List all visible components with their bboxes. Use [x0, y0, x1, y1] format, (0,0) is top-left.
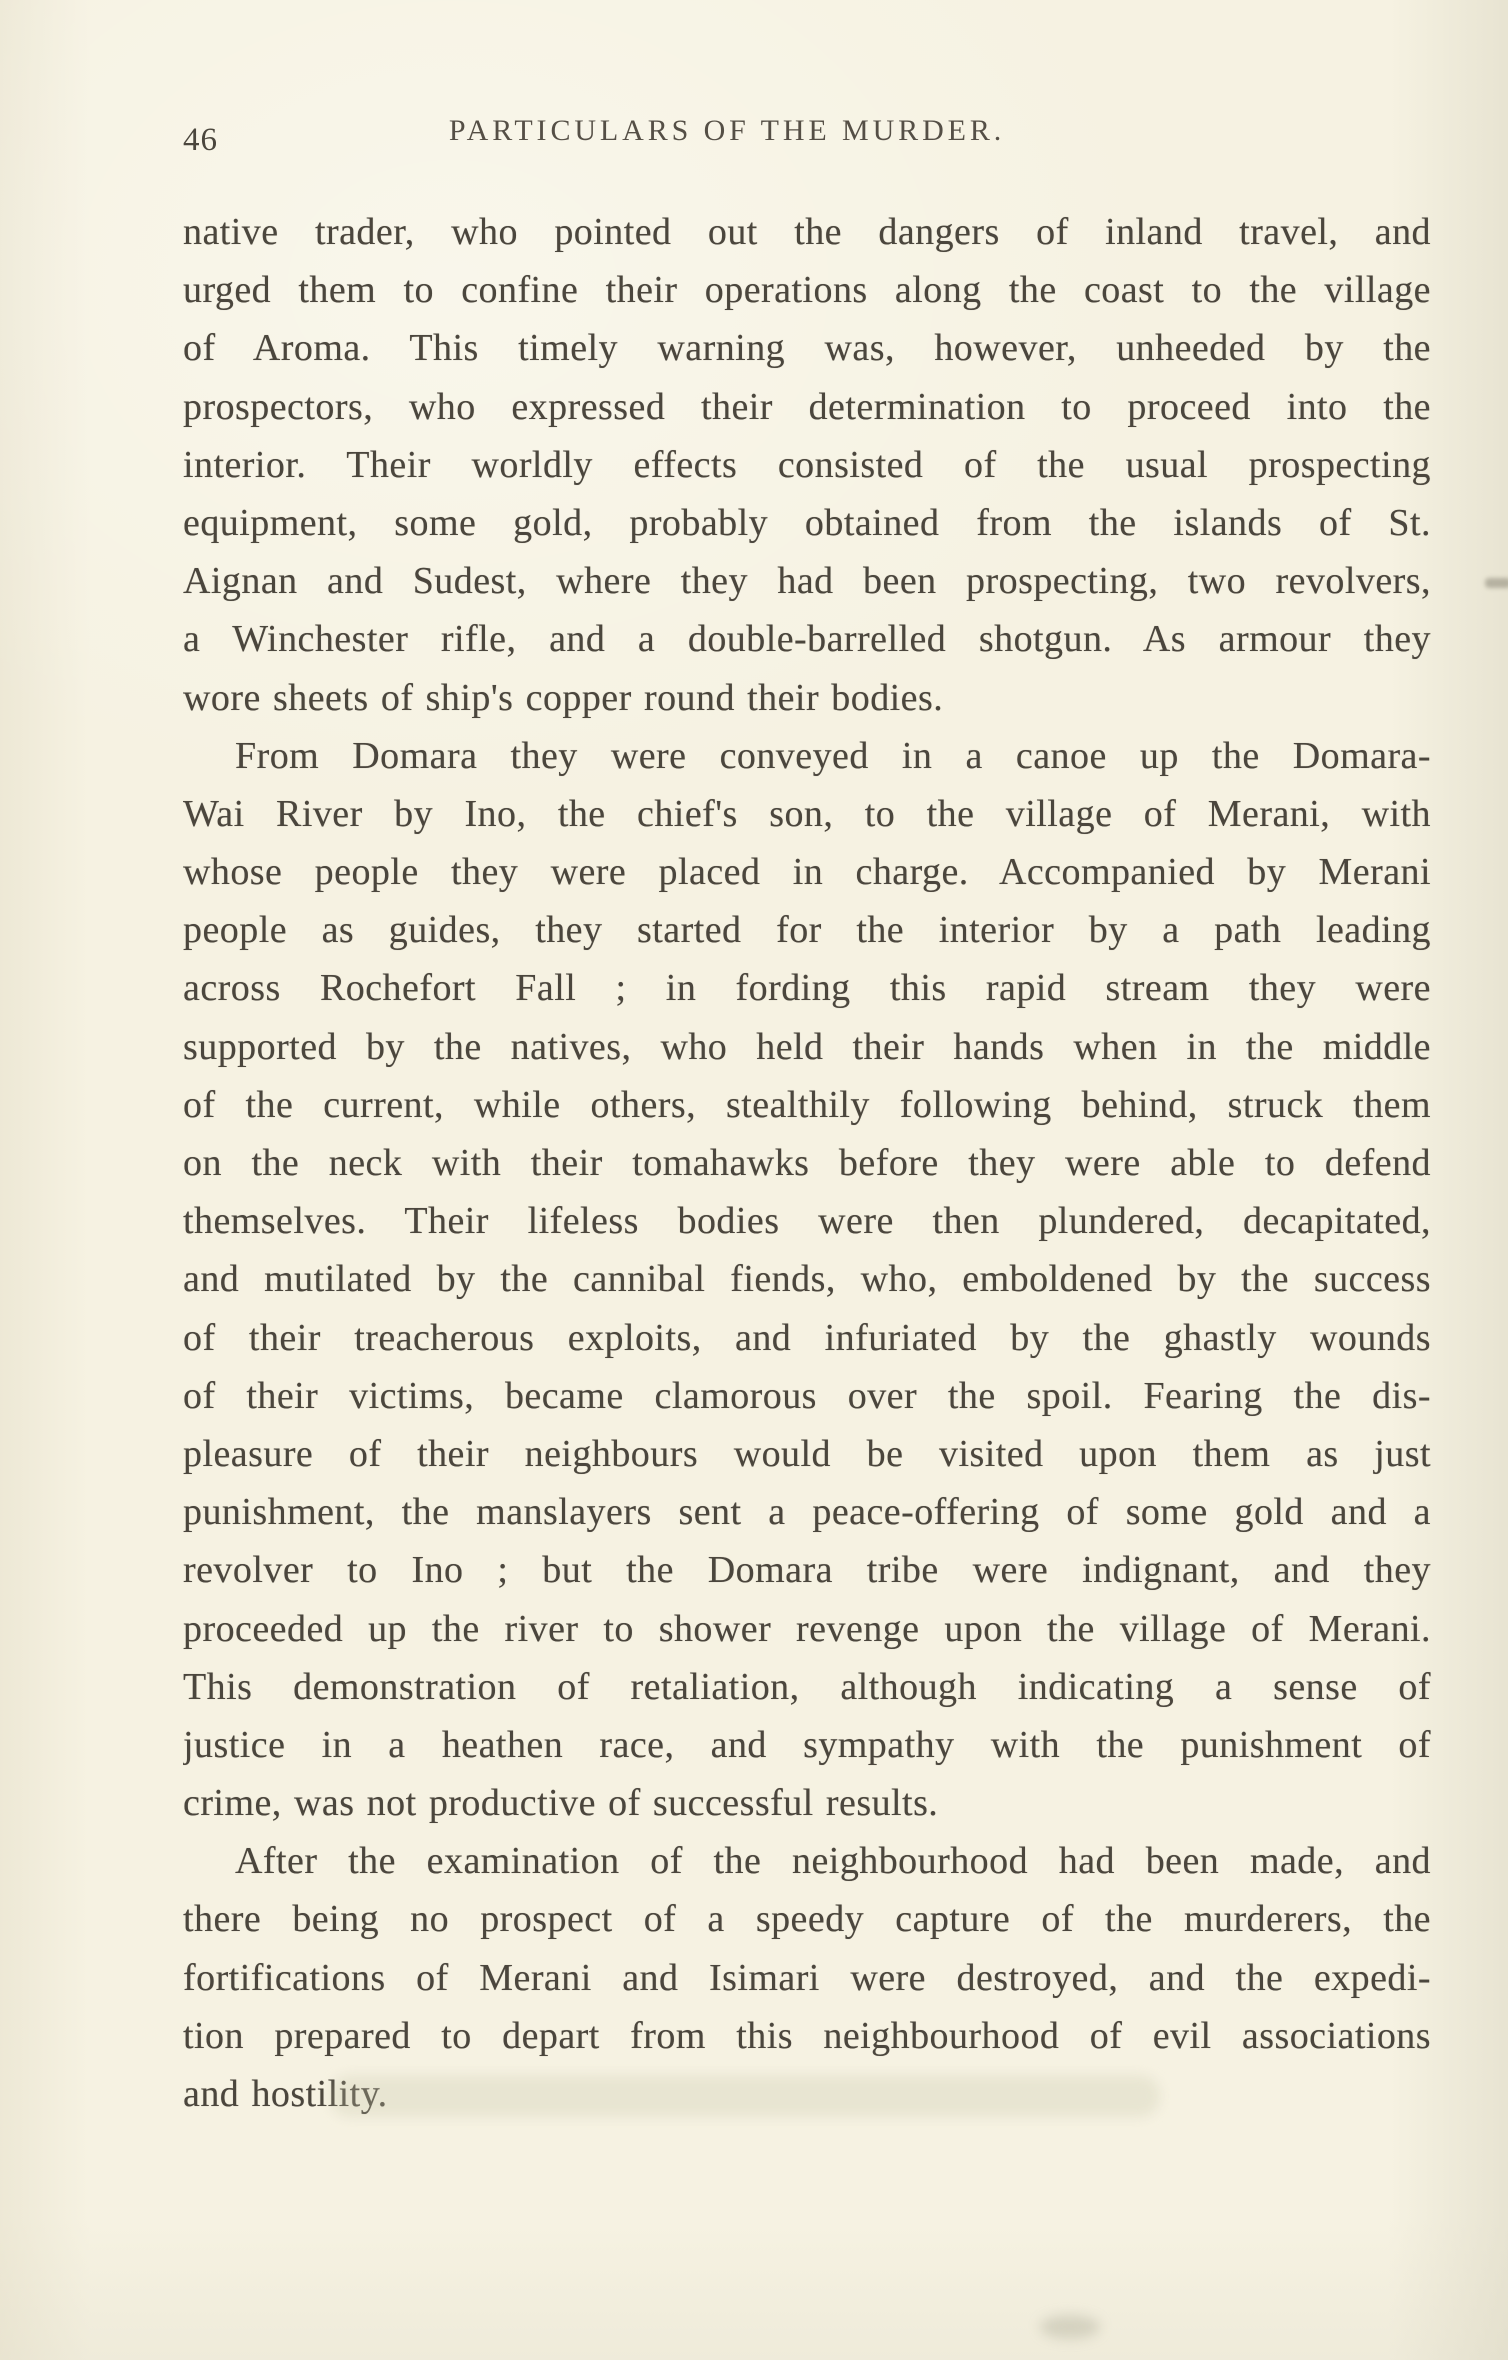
- text-line: equipment, some gold, probably obtained from the islands of St.: [183, 501, 1431, 544]
- text-line: justice in a heathen race, and sympathy with the punishment of: [183, 1723, 1431, 1766]
- text-line: urged them to confine their operations along the coast to the village: [183, 269, 1431, 312]
- text-line: supported by the natives, who held their hands when in the middle: [183, 1025, 1431, 1068]
- page-number: 46: [183, 122, 218, 158]
- text-line: whose people they were placed in charge. Accompanied by Merani: [183, 851, 1431, 894]
- text-line: and mutilated by the cannibal fiends, who, emboldened by the success: [183, 1258, 1431, 1301]
- text-line: people as guides, they started for the interior by a path leading: [183, 909, 1431, 952]
- paper-smudge: [1485, 578, 1508, 588]
- text-line: revolver to Ino ; but the Domara tribe were indignant, and they: [183, 1549, 1431, 1592]
- text-line: proceeded up the river to shower revenge upon the village of Merani.: [183, 1607, 1431, 1650]
- text-line: and hostility.: [183, 2073, 388, 2115]
- text-line: themselves. Their lifeless bodies were then plundered, decapitated,: [183, 1200, 1431, 1243]
- text-line: crime, was not productive of successful results.: [183, 1782, 939, 1825]
- text-line: Aignan and Sudest, where they had been prospecting, two revolvers,: [183, 560, 1431, 603]
- text-line: interior. Their worldly effects consisted of the usual prospecting: [183, 443, 1431, 486]
- text-line: wore sheets of ship's copper round their bodies.: [183, 676, 944, 719]
- text-line: of the current, while others, stealthily following behind, struck them: [183, 1083, 1431, 1126]
- text-line: Wai River by Ino, the chief's son, to the village of Merani, with: [183, 792, 1431, 835]
- text-line: of their victims, became clamorous over the spoil. Fearing the dis-: [183, 1374, 1431, 1417]
- paper-smudge: [1040, 2315, 1100, 2339]
- text-line: After the examination of the neighbourhood had been made, and: [235, 1840, 1431, 1883]
- text-line: on the neck with their tomahawks before they were able to defend: [183, 1142, 1431, 1184]
- text-line: prospectors, who expressed their determination to proceed into the: [183, 385, 1431, 428]
- running-header: PARTICULARS OF THE MURDER.: [448, 114, 1006, 147]
- text-line: across Rochefort Fall ; in fording this rapid stream they were: [183, 967, 1431, 1010]
- text-line: there being no prospect of a speedy capture of the murderers, the: [183, 1898, 1431, 1941]
- text-line: punishment, the manslayers sent a peace-offering of some gold and a: [183, 1491, 1431, 1534]
- text-line: of Aroma. This timely warning was, however, unheeded by the: [183, 327, 1431, 370]
- text-line: This demonstration of retaliation, although indicating a sense of: [183, 1665, 1431, 1708]
- text-line: of their treacherous exploits, and infuriated by the ghastly wounds: [183, 1316, 1431, 1359]
- text-line: a Winchester rifle, and a double-barrelled shotgun. As armour they: [183, 618, 1431, 661]
- text-line: pleasure of their neighbours would be visited upon them as just: [183, 1432, 1431, 1475]
- text-line: native trader, who pointed out the dangers of inland travel, and: [183, 211, 1431, 253]
- text-line: fortifications of Merani and Isimari were destroyed, and the expedi-: [183, 1956, 1431, 1999]
- text-line: From Domara they were conveyed in a canoe up the Domara-: [235, 734, 1431, 777]
- text-line: tion prepared to depart from this neighbourhood of evil associations: [183, 2014, 1431, 2057]
- body-text: [183, 203, 1431, 2123]
